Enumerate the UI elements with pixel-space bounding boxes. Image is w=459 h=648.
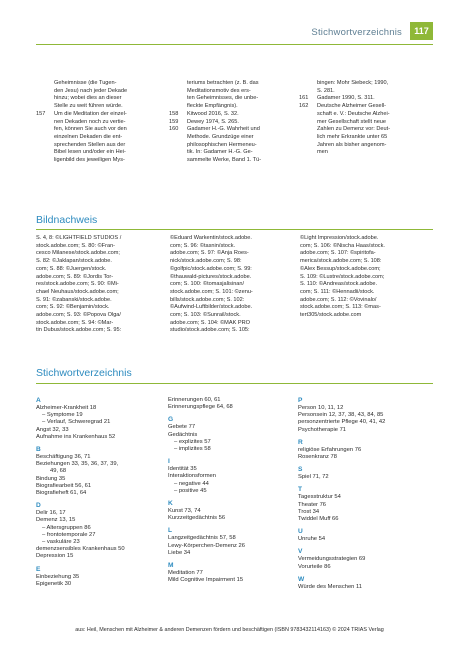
footnote-text: philosophischen Hermeneu-	[187, 141, 257, 148]
index-entry: Depression 15	[36, 553, 74, 560]
credit-line: com; S. 106: ©Nischa Haas/stock.	[300, 242, 385, 249]
index-column-1	[36, 397, 161, 593]
index-column-2	[168, 397, 293, 589]
credit-line: com; S. 103: ©Sunrail/stock.	[170, 312, 241, 319]
index-entry: Beschäftigung 36, 71	[36, 454, 91, 461]
footnote-text: fleckte Empfängnis).	[187, 103, 238, 110]
index-entry: – negative 44	[174, 480, 209, 487]
footnote-number: 158	[169, 110, 179, 117]
credit-line: merica/stock.adobe.com; S. 108:	[300, 258, 382, 265]
footer-source-line: aus: Heil, Menschen mit Alzheimer & anderen Demenzen fördern und beschäftigen (ISBN 9783432114163) © 2024 TRIAS Verlag	[75, 627, 384, 633]
index-entry: Unruhe 54	[298, 536, 326, 543]
footnote-line	[36, 119, 158, 127]
index-letter-group	[168, 416, 293, 453]
index-entry: Gedächtnis	[168, 431, 198, 438]
footnote-text: Gadamer 1990, S. 311.	[317, 95, 375, 102]
index-letter-heading: P	[298, 397, 303, 404]
footnote-line	[169, 80, 291, 88]
index-entry: – vaskuläre 23	[42, 539, 80, 546]
footnote-text: lich mehr Erkrankte unter 65	[317, 133, 388, 140]
index-entry: Einbeziehung 35	[36, 573, 80, 580]
credit-line: ©Light Impression/stock.adobe.	[300, 235, 379, 241]
footnote-text: men	[317, 149, 328, 156]
footnote-text: Methode. Grundzüge einer	[187, 133, 254, 140]
footnote-line	[36, 80, 158, 88]
footnote-text: Kitwood 2016, S. 32.	[187, 110, 239, 117]
footnote-line	[169, 142, 291, 150]
footnote-text: Dewey 1974, S. 265.	[187, 118, 239, 125]
index-letter-heading: E	[36, 565, 41, 573]
credit-line: com; S. 96: ©tasnin/stock.	[170, 242, 236, 249]
index-entry: Tagesstruktur 54	[298, 494, 341, 501]
credits-column-1	[36, 235, 159, 335]
index-letter-group	[36, 566, 161, 588]
index-entry: Epigenetik 30	[36, 580, 72, 587]
credit-line: tert305/stock.adobe.com	[300, 312, 362, 319]
footnote-line	[299, 95, 421, 103]
index-entry: Kunst 73, 74	[168, 508, 201, 515]
footnote-line	[299, 126, 421, 134]
credit-line: com; S. 88: ©Juergen/stock.	[36, 265, 107, 272]
credit-line: S. 109: ©Lustre/stock.adobe.com;	[300, 273, 385, 280]
footnote-text: sprechenden Stellen aus der	[54, 141, 126, 148]
footnote-line	[36, 95, 158, 103]
credit-line: S. 82: ©Jaklapan/stock.adobe.	[36, 258, 112, 265]
index-letter-heading: R	[298, 438, 303, 446]
index-entry: 49, 68	[50, 468, 67, 475]
footnote-line	[299, 111, 421, 119]
index-letter-group	[298, 439, 423, 461]
index-entry: Würde des Menschen 11	[298, 583, 363, 590]
index-entry: – Altersgruppen 86	[42, 524, 91, 531]
credit-line: adobe.com; S. 107: ©spiritofa-	[300, 250, 376, 257]
credit-line: S. 110: ©Andreas/stock.adobe.	[300, 281, 378, 288]
index-entry: Angst 32, 33	[36, 426, 69, 433]
footnote-text: hinzu; wobei dies an dieser	[54, 95, 122, 102]
index-entry: Beziehungen 33, 35, 36, 37, 39,	[36, 461, 119, 468]
footnote-text: Stelle zu weit führen würde.	[54, 103, 123, 110]
footnote-number: 157	[36, 110, 46, 117]
index-letter-group	[168, 562, 293, 584]
credit-line: nick/stock.adobe.com; S. 98:	[170, 258, 242, 265]
index-column-3	[298, 397, 423, 596]
credits-column-2	[170, 235, 293, 335]
footnote-number: 161	[299, 95, 309, 102]
index-entry: Psychotherapie 71	[298, 426, 347, 433]
notes-column-1	[36, 80, 158, 165]
credit-line: stock.adobe.com; S. 80: ©Fran-	[36, 242, 116, 249]
index-entry: Lewy-Körperchen-Demenz 26	[168, 542, 246, 549]
footnote-text: schaft e. V.: Deutsche Alzhei-	[317, 110, 390, 117]
footnote-text: Geheimnisse (die Tugen-	[54, 80, 117, 86]
footnote-text: den Jesu) nach jeder Dekade	[54, 87, 128, 94]
index-entry: – Symptome 19	[42, 412, 83, 419]
index-entry: Twiddel Muff 66	[298, 516, 339, 523]
footnote-text: teriums betrachten (z. B. das	[187, 80, 259, 86]
credit-line: ©Alex Bessup/stock.adobe.com;	[300, 265, 381, 272]
footnote-line	[299, 88, 421, 96]
index-entry: – Verlauf, Schweregrad 21	[42, 419, 111, 426]
footnote-line	[36, 103, 158, 111]
footnote-text: ligenbild des jeweiligen Mys-	[54, 157, 125, 164]
credit-line: S. 4, 8: ©LIGHTFIELD STUDIOS /	[36, 235, 122, 241]
footnote-line	[169, 119, 291, 127]
footnote-text: Zahlen zu Demenz vor: Deut-	[317, 126, 391, 133]
footnote-line	[169, 111, 291, 119]
index-letter-heading: L	[168, 527, 173, 535]
index-entry: Spiel 71, 72	[298, 474, 329, 481]
credit-line: stock.adobe.com; S. 101: ©zenu-	[170, 288, 253, 295]
index-entry: – frontotemporale 27	[42, 531, 96, 538]
footnote-text: Bibel lesen und/oder ein Hei-	[54, 149, 126, 156]
credit-line: adobe.com; S. 89: ©Jordis Tor-	[36, 273, 114, 280]
index-entry: Biografieheft 61, 64	[36, 490, 87, 497]
index-entry: Interaktionsformen	[168, 473, 217, 480]
footnote-line	[36, 126, 158, 134]
footnote-line	[299, 134, 421, 142]
footnote-text: Gadamer H.-G. Wahrheit und	[187, 126, 260, 133]
credit-line: ©thauwald-pictures/stock.adobe.	[170, 273, 252, 280]
credit-line: cesco Milanese/stock.adobe.com;	[36, 250, 120, 257]
footnote-text: einzelnen Dekaden die ent-	[54, 133, 123, 140]
credit-line: bills/stock.adobe.com; S. 102:	[170, 296, 245, 303]
index-letter-group	[36, 446, 161, 497]
footnote-number: 162	[299, 103, 309, 110]
footnote-text: S. 281.	[317, 87, 335, 94]
index-letter-heading: U	[298, 528, 303, 536]
index-entry: Gebete 77	[168, 424, 196, 431]
index-letter-heading: V	[298, 548, 303, 556]
header-label: Stichwortverzeichnis	[311, 27, 402, 38]
index-letter-heading: M	[168, 562, 174, 570]
credit-line: chael Neuhaus/stock.adobe.com;	[36, 288, 119, 295]
credit-line: adobe.com; S. 104: ©MAK PRO	[170, 319, 250, 326]
footnote-line	[169, 88, 291, 96]
footnote-text: Deutsche Alzheimer Gesell-	[317, 103, 387, 110]
footnote-line	[299, 149, 421, 157]
credit-line: ©golfpic/stock.adobe.com; S. 99:	[170, 265, 252, 272]
index-letter-heading: A	[36, 397, 41, 404]
index-entry: – implizites 58	[174, 446, 211, 453]
index-entry: Theater 76	[298, 501, 327, 508]
footnote-line	[36, 142, 158, 150]
index-entry: Erinnerungspflege 64, 68	[168, 404, 233, 411]
credit-line: S. 91: ©zabanski/stock.adobe.	[36, 296, 112, 303]
index-letter-heading: B	[36, 446, 41, 454]
index-letter-group	[168, 458, 293, 495]
credit-line: adobe.com; S. 97: ©Anja Roes-	[170, 250, 249, 257]
index-letter-group	[298, 466, 423, 481]
footnote-number: 159	[169, 118, 179, 125]
index-letter-group	[298, 548, 423, 570]
index-entry: Bindung 35	[36, 475, 66, 482]
footnote-text: Jahren als bisher angenom-	[317, 141, 387, 148]
credit-line: studio/stock.adobe.com; S. 105:	[170, 327, 250, 334]
footnote-text: ten Geheimnisses, die unbe-	[187, 95, 259, 102]
index-letter-group	[298, 576, 423, 591]
footnote-line	[169, 103, 291, 111]
footnote-line	[299, 103, 421, 111]
index-rule	[36, 383, 433, 384]
index-letter-heading: I	[168, 458, 170, 466]
index-entry: Trost 34	[298, 508, 320, 515]
index-entry: Vermeidungsstrategien 69	[298, 556, 366, 563]
index-letter-heading: K	[168, 500, 173, 508]
footnote-text: tik. In: Gadamer H.-G. Ge-	[187, 149, 253, 156]
footnote-line	[36, 111, 158, 119]
index-letter-group	[168, 397, 293, 411]
index-letter-heading: G	[168, 416, 174, 424]
index-letter-group	[36, 397, 161, 441]
index-entry: Mild Cognitive Impairment 15	[168, 577, 244, 584]
index-letter-heading: T	[298, 486, 303, 494]
footnote-line	[299, 142, 421, 150]
bildnachweis-rule	[36, 229, 433, 230]
footnote-line	[36, 134, 158, 142]
index-letter-heading: D	[36, 502, 41, 510]
footnote-number: 160	[169, 126, 179, 133]
index-entry: Identität 35	[168, 466, 197, 473]
footnote-line	[169, 126, 291, 134]
index-entry: Personsein 12, 37, 38, 43, 84, 85	[298, 412, 384, 419]
index-entry: Alzheimer-Krankheit 18	[36, 405, 97, 411]
footnote-line	[36, 149, 158, 157]
footnote-text: mer Gesellschaft stellt neue	[317, 118, 387, 125]
credit-line: adobe.com; S. 112: ©Vovinalo/	[300, 296, 377, 303]
index-entry: Biografiearbeit 56, 61	[36, 482, 92, 489]
index-entry: personzentrierte Pflege 40, 41, 42	[298, 419, 386, 426]
credit-line: res/stock.adobe.com; S. 90: ©Mi-	[36, 281, 119, 288]
credit-line: tin Dubus/stock.adobe.com; S. 95:	[36, 327, 122, 334]
footnote-line	[299, 119, 421, 127]
index-title: Stichwortverzeichnis	[36, 367, 132, 379]
footnote-line	[169, 149, 291, 157]
footnote-line	[169, 134, 291, 142]
credit-line: adobe.com; S. 93: ©Popova Olga/	[36, 312, 121, 319]
index-entry: Meditation 77	[168, 570, 203, 577]
footnote-text: sammelte Werke, Band 1. Tü-	[187, 157, 262, 164]
index-letter-group	[168, 527, 293, 557]
notes-column-3	[299, 80, 421, 157]
footnote-text: nen Dekaden noch zu vertie-	[54, 118, 126, 125]
index-letter-group	[298, 397, 423, 434]
index-entry: Vorurteile 86	[298, 563, 331, 570]
index-entry: Aufnahme ins Krankenhaus 52	[36, 433, 116, 440]
footnote-text: bingen: Mohr Siebeck; 1990,	[317, 80, 389, 86]
index-entry: Demenz 13, 15	[36, 517, 76, 524]
index-entry: religiöse Erfahrungen 76	[298, 446, 362, 453]
index-entry: – positive 45	[174, 487, 207, 494]
footnote-line	[169, 157, 291, 165]
credit-line: stock.adobe.com; S. 94: ©Mar-	[36, 319, 114, 326]
index-letter-heading: W	[298, 575, 305, 583]
credit-line: stock.adobe.com; S. 113: ©mas-	[300, 304, 381, 311]
footnote-text: Meditationsmotiv des ers-	[187, 87, 251, 94]
bildnachweis-title: Bildnachweis	[36, 214, 98, 226]
index-entry: Rosenkranz 78	[298, 454, 337, 461]
footnote-text: fen, können Sie auch vor den	[54, 126, 127, 133]
index-entry: Kurzzeitgedächtnis 56	[168, 515, 226, 522]
notes-column-2	[169, 80, 291, 165]
credit-line: com; S. 111: ©Hennadii/stock.	[300, 288, 375, 295]
index-entry: Person 10, 11, 12	[298, 405, 344, 411]
index-letter-group	[298, 528, 423, 543]
credit-line: com; S. 92: ©Benjamin/stock.	[36, 304, 110, 311]
footnote-line	[299, 80, 421, 88]
credits-column-3	[300, 235, 423, 320]
footnote-line	[36, 88, 158, 96]
index-entry: Delir 16, 17	[36, 510, 66, 517]
page-number: 117	[410, 22, 433, 40]
footnote-text: Um die Meditation der einzel-	[54, 110, 127, 117]
credit-line: ©Eduard Warkentin/stock.adobe.	[170, 235, 252, 241]
credit-line: com; S. 100: ©tomasjalisinan/	[170, 281, 245, 288]
index-entry: – explizites 57	[174, 438, 211, 445]
footnote-line	[169, 95, 291, 103]
index-entry: Erinnerungen 60, 61	[168, 397, 221, 403]
header-rule	[36, 44, 433, 45]
index-entry: Liebe 34	[168, 549, 191, 556]
index-letter-heading: S	[298, 466, 303, 474]
index-letter-group	[298, 486, 423, 523]
index-letter-group	[168, 500, 293, 522]
footnote-line	[36, 157, 158, 165]
index-letter-group	[36, 502, 161, 560]
index-entry: demenzsensibles Krankenhaus 50	[36, 546, 125, 553]
credit-line: ©Aufwind-Luftbilder/stock.adobe.	[170, 304, 253, 311]
index-entry: Langzeitgedächtnis 57, 58	[168, 535, 236, 542]
